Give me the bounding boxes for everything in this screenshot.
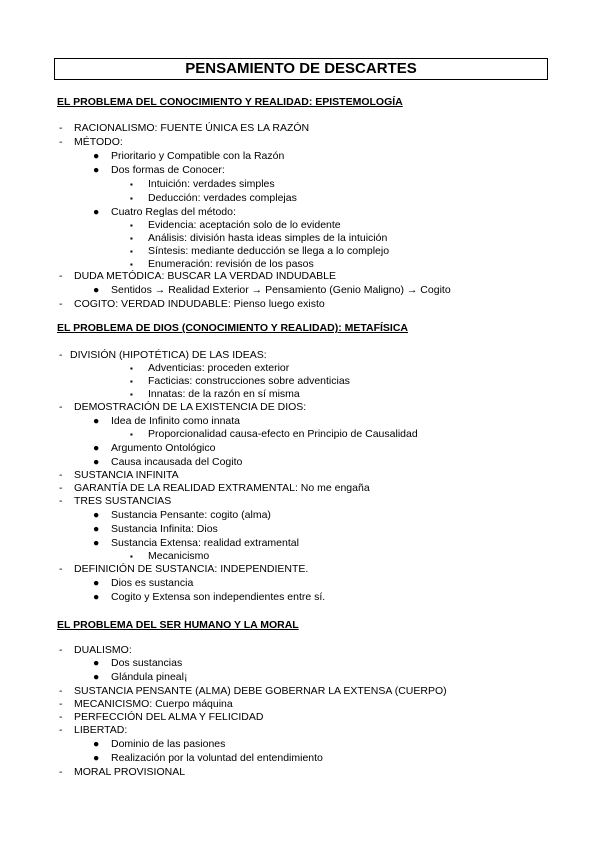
square-bullet-icon: ▪ [130,194,133,203]
section-heading-metafisica: EL PROBLEMA DE DIOS (CONOCIMIENTO Y REALIDAD): METAFÍSICA [57,322,408,334]
list-item: DIVISIÓN (HIPOTÉTICA) DE LAS IDEAS: [70,349,267,361]
list-item: Dios es sustancia [111,577,194,589]
bullet-icon: ● [93,415,100,427]
list-item: Mecanicismo [148,550,210,562]
dash-marker: - [59,469,63,481]
list-item: DEFINICIÓN DE SUSTANCIA: INDEPENDIENTE. [74,563,309,575]
list-item: Deducción: verdades complejas [148,192,297,204]
dash-marker: - [59,401,63,413]
list-item: Realización por la voluntad del entendimiento [111,752,323,764]
dash-marker: - [59,136,63,148]
bullet-icon: ● [93,284,100,296]
section-heading-epistemologia: EL PROBLEMA DEL CONOCIMIENTO Y REALIDAD: EPISTEMOLOGÍA [57,96,403,108]
list-item: Cogito y Extensa son independientes entre sí. [111,591,326,603]
dash-marker: - [59,766,63,778]
square-bullet-icon: ▪ [130,221,133,230]
list-item: Intuición: verdades simples [148,178,275,190]
document-title: PENSAMIENTO DE DESCARTES [54,58,548,80]
bullet-icon: ● [93,150,100,162]
list-item: MORAL PROVISIONAL [74,766,186,778]
square-bullet-icon: ▪ [130,180,133,189]
list-item: Sustancia Pensante: cogito (alma) [111,509,271,521]
list-item: GARANTÍA DE LA REALIDAD EXTRAMENTAL: No me engaña [74,482,370,494]
list-item: DUDA METÓDICA: BUSCAR LA VERDAD INDUDABLE [74,270,336,282]
square-bullet-icon: ▪ [130,247,133,256]
bullet-icon: ● [93,657,100,669]
dash-marker: - [59,711,63,723]
list-item: SUSTANCIA PENSANTE (ALMA) DEBE GOBERNAR LA EXTENSA (CUERPO) [74,685,447,697]
square-bullet-icon: ▪ [130,430,133,439]
list-item: Enumeración: revisión de los pasos [148,258,314,270]
dash-marker: - [59,644,63,656]
dash-marker: - [59,349,63,361]
bullet-icon: ● [93,752,100,764]
list-item: Causa incausada del Cogito [111,456,243,468]
dash-marker: - [59,685,63,697]
list-item: TRES SUSTANCIAS [74,495,172,507]
list-item: SUSTANCIA INFINITA [74,469,179,481]
list-item: Evidencia: aceptación solo de lo evidente [148,219,341,231]
dash-marker: - [59,482,63,494]
list-item: COGITO: VERDAD INDUDABLE: Pienso luego existo [74,298,325,310]
list-item: Dos sustancias [111,657,183,669]
square-bullet-icon: ▪ [130,364,133,373]
bullet-icon: ● [93,206,100,218]
list-item: Sentidos → Realidad Exterior → Pensamiento (Genio Maligno) → Cogito [111,284,451,296]
square-bullet-icon: ▪ [130,377,133,386]
bullet-icon: ● [93,509,100,521]
list-item: Análisis: división hasta ideas simples de la intuición [148,232,388,244]
bullet-icon: ● [93,523,100,535]
bullet-icon: ● [93,456,100,468]
list-item: MECANICISMO: Cuerpo máquina [74,698,233,710]
list-item: Sustancia Extensa: realidad extramental [111,537,299,549]
dash-marker: - [59,298,63,310]
dash-marker: - [59,698,63,710]
bullet-icon: ● [93,164,100,176]
list-item: Dominio de las pasiones [111,738,226,750]
list-item: DUALISMO: [74,644,132,656]
list-item: Argumento Ontológico [111,442,216,454]
bullet-icon: ● [93,591,100,603]
list-item: Innatas: de la razón en sí misma [148,388,300,400]
square-bullet-icon: ▪ [130,552,133,561]
dash-marker: - [59,724,63,736]
list-item: Proporcionalidad causa-efecto en Principio de Causalidad [148,428,418,440]
list-item: LIBERTAD: [74,724,128,736]
section-heading-moral: EL PROBLEMA DEL SER HUMANO Y LA MORAL [57,619,299,631]
list-item: Dos formas de Conocer: [111,164,225,176]
square-bullet-icon: ▪ [130,234,133,243]
dash-marker: - [59,495,63,507]
list-item: Cuatro Reglas del método: [111,206,236,218]
bullet-icon: ● [93,442,100,454]
list-item: RACIONALISMO: FUENTE ÚNICA ES LA RAZÓN [74,122,310,134]
list-item: Síntesis: mediante deducción se llega a lo complejo [148,245,390,257]
dash-marker: - [59,122,63,134]
list-item: Sustancia Infinita: Dios [111,523,218,535]
dash-marker: - [59,270,63,282]
bullet-icon: ● [93,537,100,549]
list-item: PERFECCIÓN DEL ALMA Y FELICIDAD [74,711,264,723]
dash-marker: - [59,563,63,575]
list-item: Adventicias: proceden exterior [148,362,290,374]
square-bullet-icon: ▪ [130,390,133,399]
square-bullet-icon: ▪ [130,260,133,269]
bullet-icon: ● [93,577,100,589]
bullet-icon: ● [93,738,100,750]
list-item: Prioritario y Compatible con la Razón [111,150,285,162]
list-item: Facticias: construcciones sobre adventicias [148,375,350,387]
list-item: MÉTODO: [74,136,123,148]
list-item: DEMOSTRACIÓN DE LA EXISTENCIA DE DIOS: [74,401,307,413]
list-item: Idea de Infinito como innata [111,415,241,427]
list-item: Glándula pineal¡ [111,671,188,683]
bullet-icon: ● [93,671,100,683]
